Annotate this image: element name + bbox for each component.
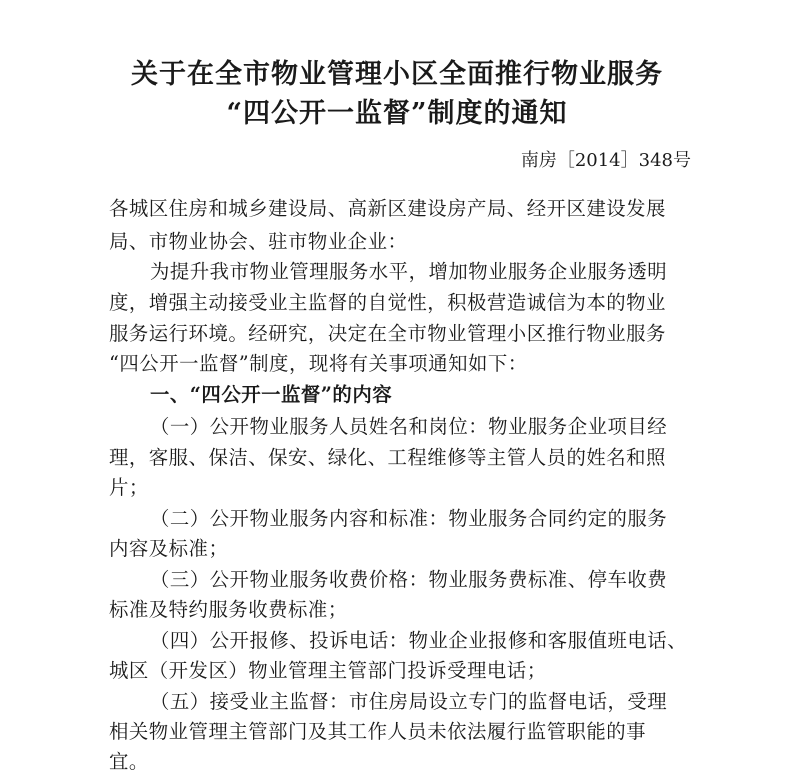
item-4-line-2: 城区（开发区）物业管理主管部门投诉受理电话； xyxy=(109,659,547,682)
item-1-line-3: 片； xyxy=(109,476,149,499)
item-1-line-2: 理，客服、保洁、保安、绿化、工程维修等主管人员的姓名和照 xyxy=(109,446,666,469)
recipients-line-2: 局、市物业协会、驻市物业企业： xyxy=(109,230,408,253)
intro-line-4: “四公开一监督”制度，现将有关事项通知如下： xyxy=(109,352,528,375)
intro-line-3: 服务运行环境。经研究，决定在全市物业管理小区推行物业服务 xyxy=(109,322,666,345)
item-2-line-1: （二）公开物业服务内容和标准：物业服务合同约定的服务 xyxy=(150,507,668,530)
item-5-line-1: （五）接受业主监督：市住房局设立专门的监督电话，受理 xyxy=(150,690,668,713)
recipients-line-1: 各城区住房和城乡建设局、高新区建设房产局、经开区建设发展 xyxy=(109,197,666,220)
item-3-line-2: 标准及特约服务收费标准； xyxy=(109,598,348,621)
document-title-line-2: “四公开一监督”制度的通知 xyxy=(226,98,568,129)
item-1-line-1: （一）公开物业服务人员姓名和岗位：物业服务企业项目经 xyxy=(150,415,668,438)
section-heading: 一、“四公开一监督”的内容 xyxy=(150,383,393,406)
intro-line-1: 为提升我市物业管理服务水平，增加物业服务企业服务透明 xyxy=(150,260,668,283)
document-title-line-1: 关于在全市物业管理小区全面推行物业服务 xyxy=(131,59,663,90)
item-2-line-2: 内容及标准； xyxy=(109,537,229,560)
intro-line-2: 度，增强主动接受业主监督的自觉性，积极营造诚信为本的物业 xyxy=(109,291,666,314)
item-5-line-3: 宜。 xyxy=(109,750,149,773)
document-number: 南房［2014］348号 xyxy=(520,150,691,171)
item-3-line-1: （三）公开物业服务收费价格：物业服务费标准、停车收费 xyxy=(150,568,668,591)
item-5-line-2: 相关物业管理主管部门及其工作人员未依法履行监管职能的事 xyxy=(109,720,647,743)
item-4-line-1: （四）公开报修、投诉电话：物业企业报修和客服值班电话、 xyxy=(150,629,688,652)
